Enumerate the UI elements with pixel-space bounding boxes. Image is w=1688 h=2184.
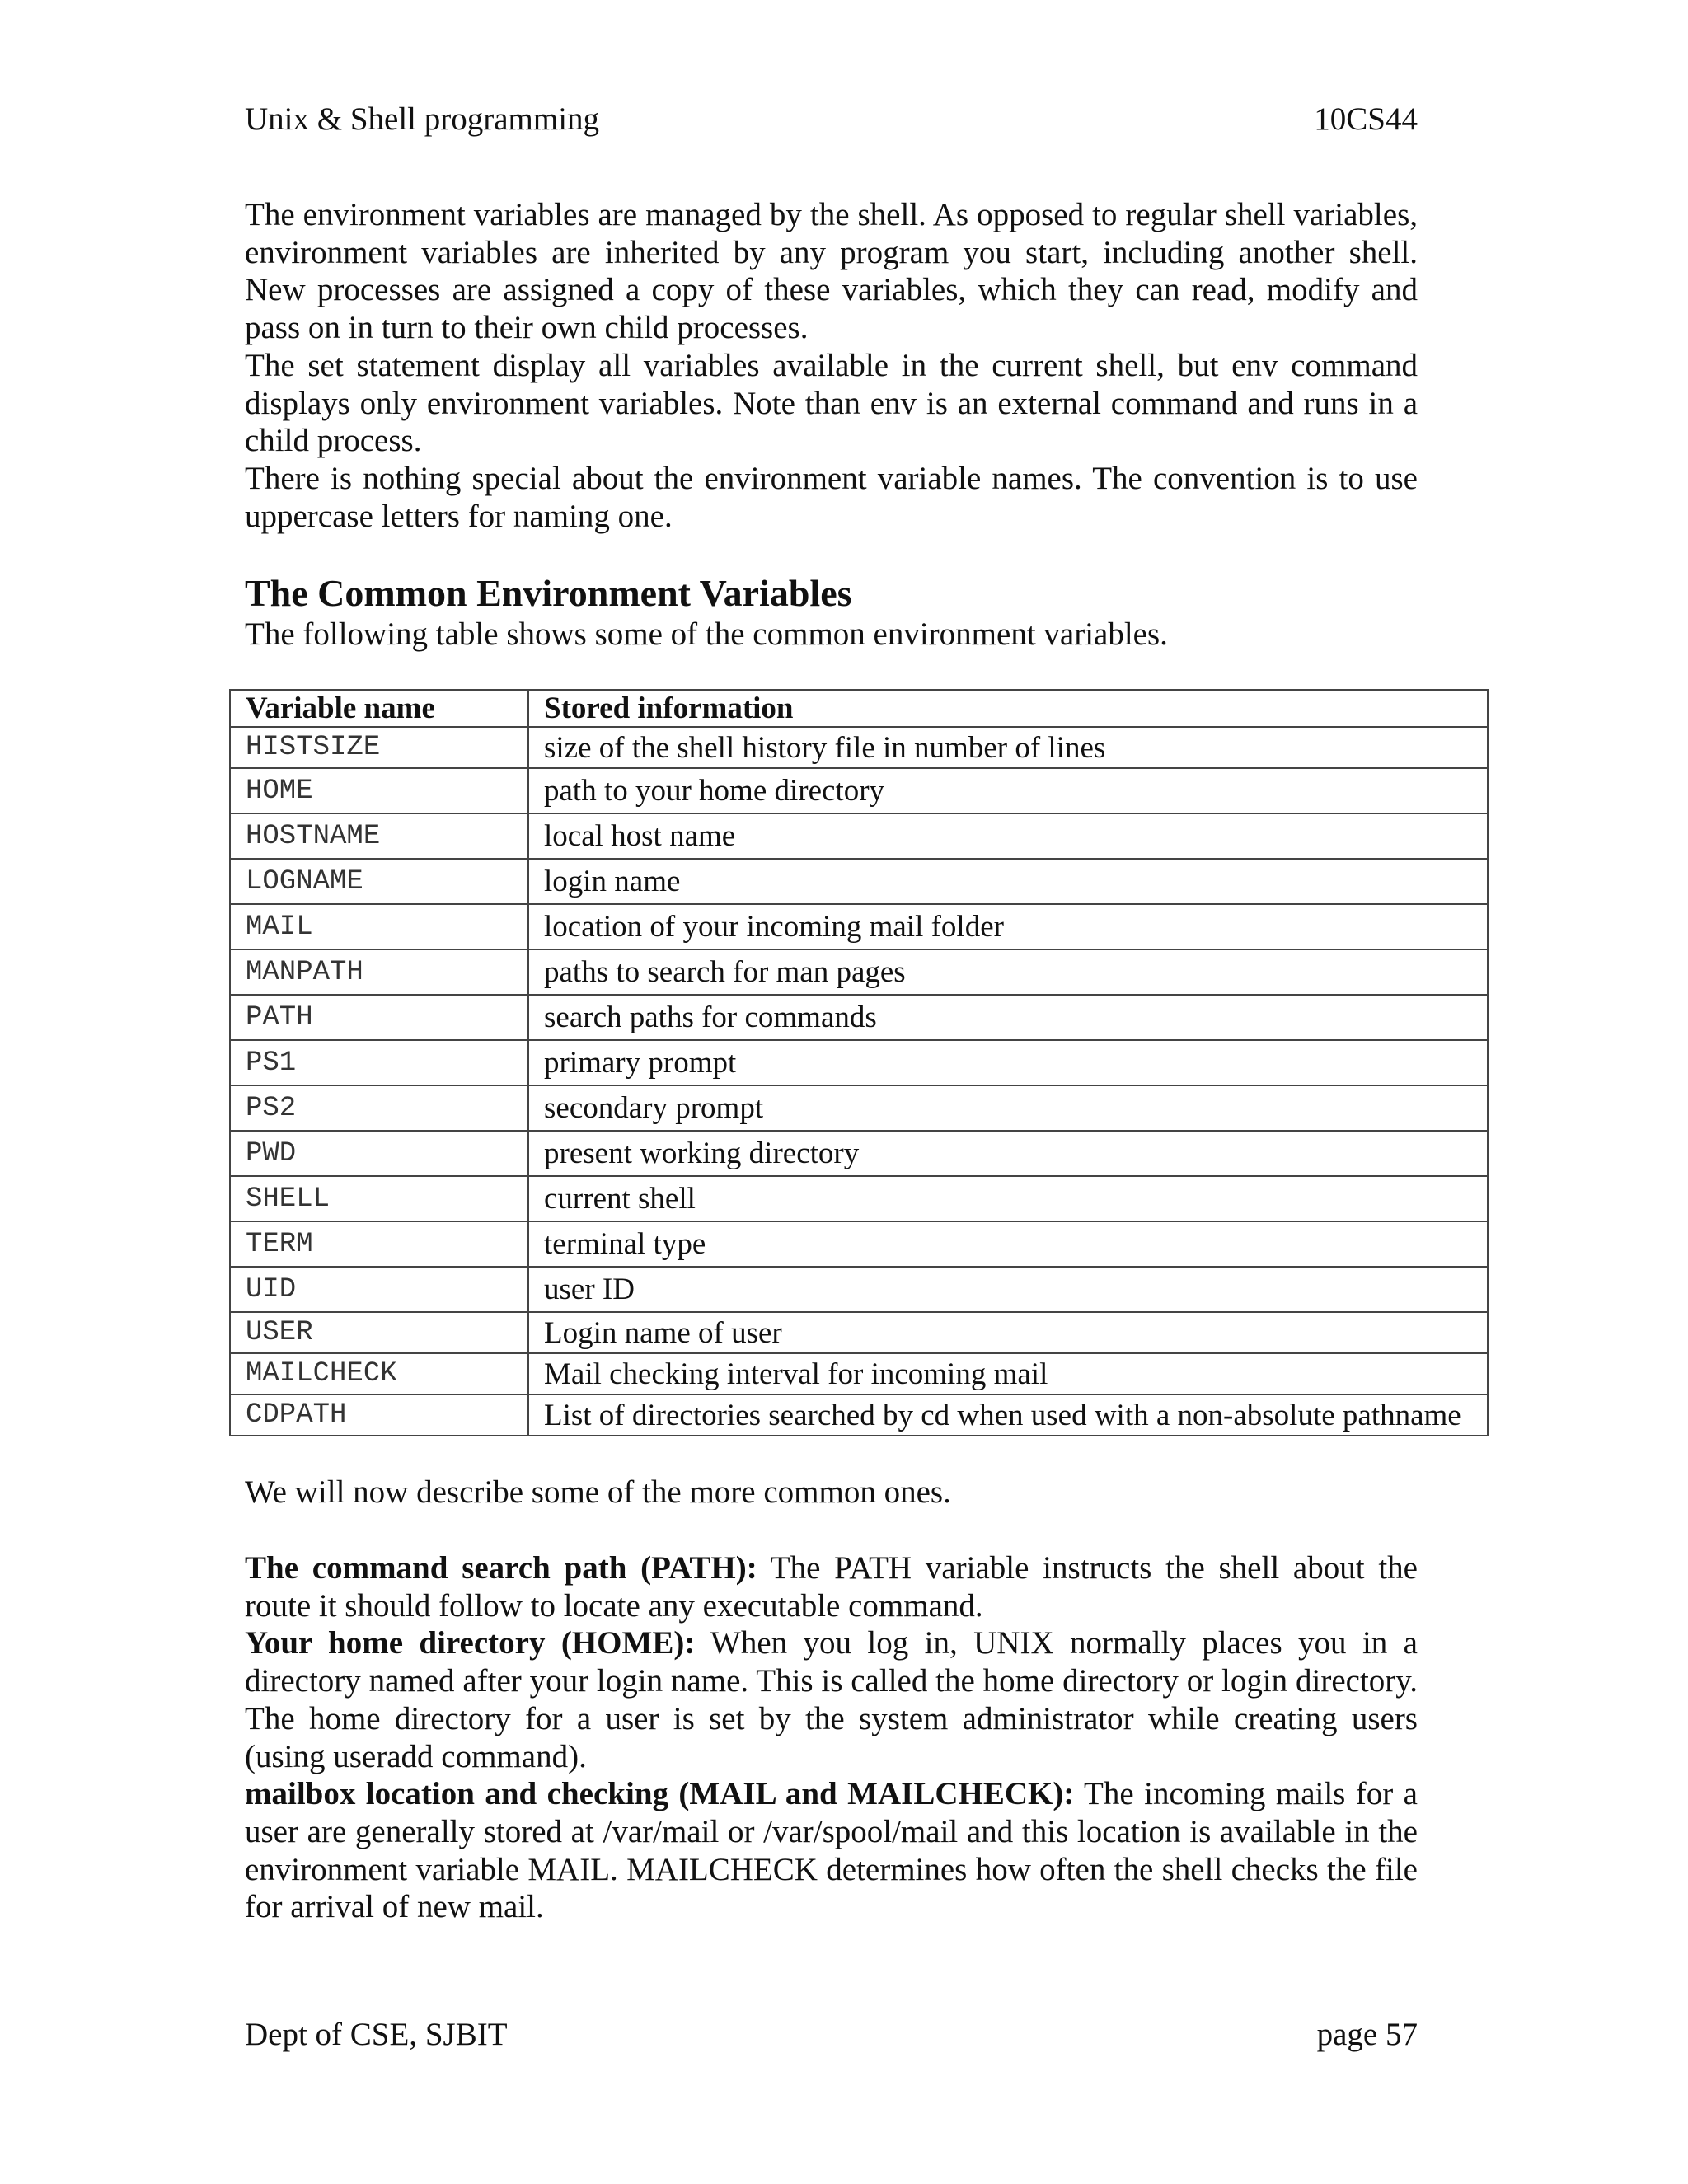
variable-name-cell: HOME [230,768,528,813]
stored-info-cell: login name [528,859,1488,904]
stored-info-cell: location of your incoming mail folder [528,904,1488,949]
variable-name-cell: LOGNAME [230,859,528,904]
stored-info-cell: user ID [528,1267,1488,1312]
description-term: Your home directory (HOME): [245,1625,696,1661]
table-row [230,995,1488,1040]
variable-name-cell: CDPATH [230,1394,528,1436]
after-table-text: We will now describe some of the more common ones. [245,1474,951,1510]
intro-paragraph-1: The environment variables are managed by the shell. As opposed to regular shell variables, environment variables are inherited by any program you start, including another shell. New processes are assigned a copy of these variables, which they can read, modify and pass on in turn to their own child processes. [245,197,1418,346]
after-table-section [245,1474,1418,1511]
table-row [230,949,1488,995]
variable-name-cell: TERM [230,1221,528,1267]
table-row [230,904,1488,949]
variable-name-cell: PS1 [230,1040,528,1085]
stored-info-cell: size of the shell history file in number of lines [528,727,1488,768]
stored-info-cell: List of directories searched by cd when used with a non-absolute pathname [528,1394,1488,1436]
header-course-title: Unix & Shell programming [245,101,600,137]
table-row [230,813,1488,859]
stored-info-cell: current shell [528,1176,1488,1221]
header-course-code: 10CS44 [1314,101,1418,137]
stored-info-cell: primary prompt [528,1040,1488,1085]
env-variables-table [229,689,1489,1436]
table-row [230,859,1488,904]
description-term: mailbox location and checking (MAIL and MAILCHECK): [245,1776,1075,1812]
intro-section [245,196,1418,535]
stored-info-cell: paths to search for man pages [528,949,1488,995]
table-row [230,1394,1488,1436]
variable-name-cell: PATH [230,995,528,1040]
table-row [230,1353,1488,1394]
table-row [230,1040,1488,1085]
variable-name-cell: USER [230,1312,528,1353]
stored-info-cell: path to your home directory [528,768,1488,813]
description-text: The incoming mails for a user are generally stored at /var/mail or /var/spool/mail and this location is available in the environment variable MAIL. MAILCHECK determines how often the shell checks the file for arrival of new mail. [245,1776,1418,1925]
table-row [230,1221,1488,1267]
table-row [230,1312,1488,1353]
intro-paragraph-3: There is nothing special about the environment variable names. The convention is to use uppercase letters for naming one. [245,460,1418,534]
table-row [230,768,1488,813]
section-subtitle: The following table shows some of the common environment variables. [245,616,1168,652]
stored-info-cell: local host name [528,813,1488,859]
variable-name-cell: UID [230,1267,528,1312]
page-number: page 57 [1316,2016,1418,2052]
page-footer [245,2013,1418,2055]
footer-department: Dept of CSE, SJBIT [245,2016,508,2052]
variable-name-cell: MAILCHECK [230,1353,528,1394]
table-header-row [230,690,1488,727]
stored-info-cell: terminal type [528,1221,1488,1267]
variable-name-cell: SHELL [230,1176,528,1221]
column-header-stored-information: Stored information [528,690,1488,727]
table-row [230,727,1488,768]
variable-name-cell: HISTSIZE [230,727,528,768]
variable-name-cell: MAIL [230,904,528,949]
column-header-variable-name: Variable name [230,690,528,727]
page-header [245,97,1418,140]
table-row [230,1267,1488,1312]
description-path [245,1549,1418,1624]
intro-paragraph-2: The set statement display all variables available in the current shell, but env command displays only environment variables. Note than env is an external command and runs in a child process. [245,347,1418,459]
descriptions-section [245,1549,1418,1926]
description-term: The command search path (PATH): [245,1550,757,1586]
table-row [230,1131,1488,1176]
variable-name-cell: PWD [230,1131,528,1176]
stored-info-cell: search paths for commands [528,995,1488,1040]
stored-info-cell: present working directory [528,1131,1488,1176]
table-row [230,1085,1488,1131]
variable-name-cell: HOSTNAME [230,813,528,859]
description-home [245,1624,1418,1775]
stored-info-cell: Login name of user [528,1312,1488,1353]
variable-name-cell: PS2 [230,1085,528,1131]
description-text: When you log in, UNIX normally places you in a directory named after your login name. This is called the home directory or login directory. The home directory for a user is set by the system administrator while creating users (using useradd command). [245,1625,1418,1774]
description-text: The PATH variable instructs the shell about the route it should follow to locate any executable command. [245,1550,1418,1624]
description-mail [245,1775,1418,1926]
stored-info-cell: Mail checking interval for incoming mail [528,1353,1488,1394]
section-title: The Common Environment Variables [245,572,852,614]
stored-info-cell: secondary prompt [528,1085,1488,1131]
table-row [230,1176,1488,1221]
variable-name-cell: MANPATH [230,949,528,995]
